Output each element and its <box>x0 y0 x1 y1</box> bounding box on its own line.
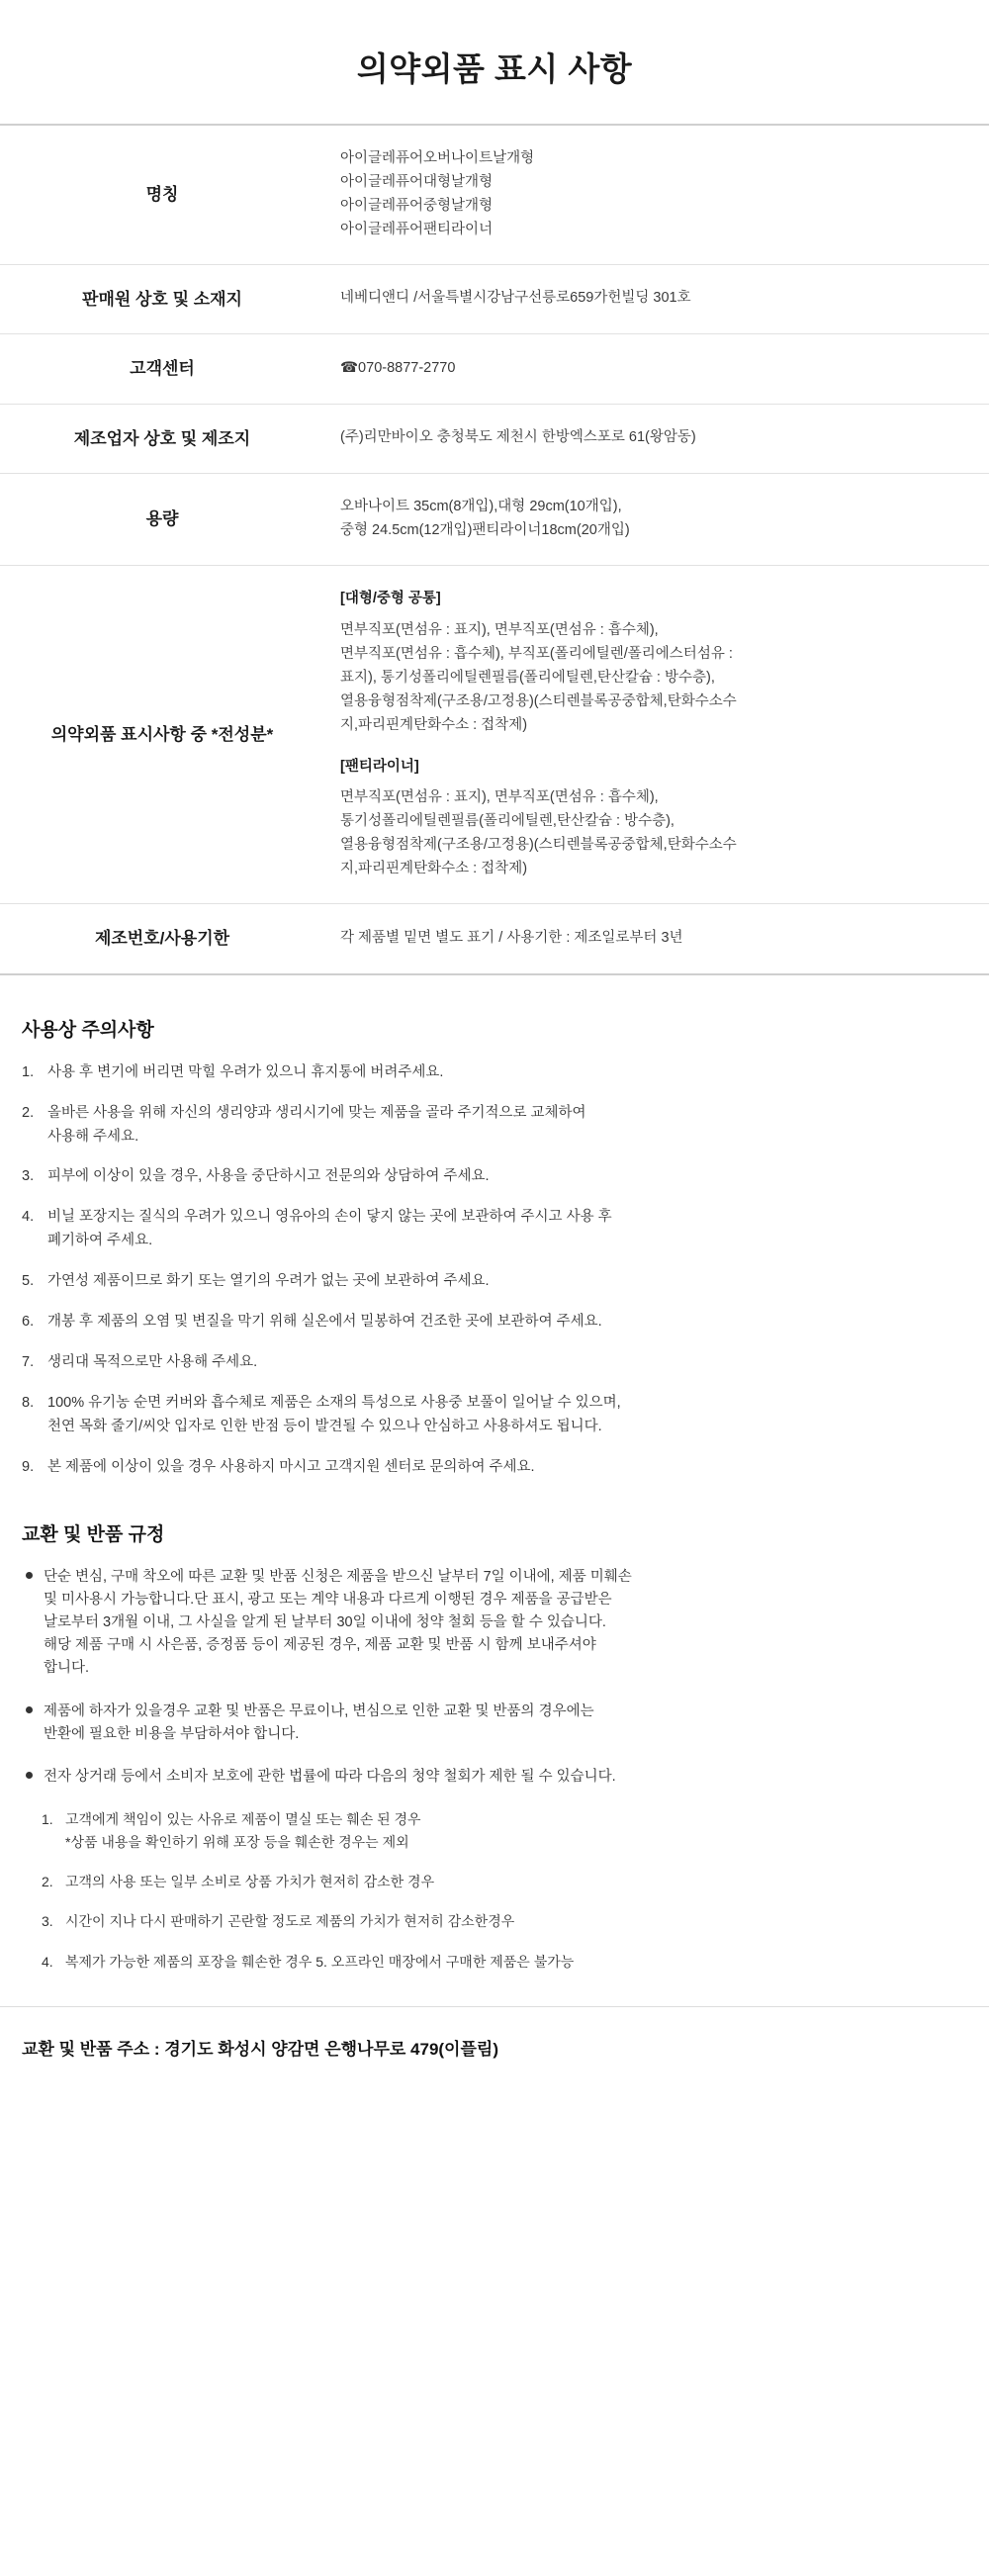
list-item-text <box>44 1566 967 1681</box>
refund-section-title: 교환 및 반품 규정 <box>22 1523 165 1545</box>
bullet-icon <box>26 1572 33 1579</box>
notice-section-title: 사용상 주의사항 <box>22 1019 154 1041</box>
refund-sub-list <box>22 1808 967 1973</box>
ingredient-block-heading: [대형/중형 공통] <box>340 591 441 607</box>
list-item-text <box>47 1102 967 1150</box>
list-item-text <box>65 1910 967 1932</box>
ingredient-line: 지,파리핀계탄화수소 : 접착제) <box>340 716 528 733</box>
list-item-text <box>47 1165 967 1189</box>
spec-value-name <box>324 125 989 264</box>
text-line: 개봉 후 제품의 오염 및 변질을 막기 위해 실온에서 밀봉하여 건조한 곳에 보관하여 주세요. <box>47 1314 602 1331</box>
list-item-text <box>47 1456 967 1480</box>
phone-icon-and-number: ☎070-8877-2770 <box>340 359 456 376</box>
table-row <box>0 904 989 974</box>
ingredient-block-body <box>340 786 971 881</box>
spec-value-customer-center <box>324 334 989 405</box>
list-item <box>22 1766 967 1789</box>
spec-label-customer-center: 고객센터 <box>130 359 195 379</box>
text-line: 해당 제품 구매 시 사은품, 증정품 등이 제공된 경우, 제품 교환 및 반품 시 함께 보내주셔야 <box>44 1637 596 1654</box>
ingredient-line: 지,파리핀계탄화수소 : 접착제) <box>340 861 528 877</box>
list-item-number: 6. <box>22 1314 35 1331</box>
page-title: 의약외품 표시 사항 <box>356 50 633 87</box>
ingredient-line: 열용융형점착제(구조용/고정용)(스티렌블록공중합체,탄화수소수 <box>340 837 737 854</box>
list-item <box>42 1910 967 1932</box>
spec-value-line: 중형 24.5cm(12개입)팬티라이너18cm(20개입) <box>340 522 630 539</box>
notice-section <box>0 1015 989 1480</box>
spec-value-line: 아이글레퓨어오버나이트날개형 <box>340 150 535 166</box>
specification-table <box>0 124 989 975</box>
ingredient-block-pantyliner <box>340 756 971 882</box>
list-item-text <box>47 1206 967 1253</box>
ingredient-line: 면부직포(면섬유 : 흡수체), 부직포(폴리에틸렌/폴리에스터섬유 : <box>340 645 733 662</box>
list-item <box>22 1061 967 1085</box>
list-item <box>22 1701 967 1746</box>
list-item <box>22 1351 967 1375</box>
spec-label-capacity: 용량 <box>145 509 179 529</box>
text-line: 제품에 하자가 있을경우 교환 및 반품은 무료이나, 변심으로 인한 교환 및 반품의 경우에는 <box>44 1702 594 1719</box>
ingredient-line: 면부직포(면섬유 : 표지), 면부직포(면섬유 : 흡수체), <box>340 621 659 638</box>
spec-value-line: 오바나이트 35cm(8개입),대형 29cm(10개입), <box>340 499 622 515</box>
list-item-text <box>65 1871 967 1892</box>
list-item <box>22 1102 967 1150</box>
text-line: 날로부터 3개월 이내, 그 사실을 알게 된 날부터 30일 이내에 청약 철회 등을 할 수 있습니다. <box>44 1614 606 1631</box>
text-line: 반환에 필요한 비용을 부담하셔야 합니다. <box>44 1725 300 1742</box>
text-line: 및 미사용시 가능합니다.단 표시, 광고 또는 계약 내용과 다르게 이행된 경우 제품을 공급받은 <box>44 1591 612 1608</box>
list-item-text <box>65 1808 967 1853</box>
text-line: 본 제품에 이상이 있을 경우 사용하지 마시고 고객지원 센터로 문의하여 주세요. <box>47 1458 535 1475</box>
list-item <box>22 1392 967 1439</box>
list-item-number: 3. <box>22 1168 35 1185</box>
list-item <box>22 1566 967 1681</box>
list-item-number: 4. <box>22 1209 35 1226</box>
list-item <box>22 1311 967 1334</box>
text-line: 전자 상거래 등에서 소비자 보호에 관한 법률에 따라 다음의 청약 철회가 제한 될 수 있습니다. <box>44 1769 616 1786</box>
list-item-text <box>47 1392 967 1439</box>
list-item <box>22 1206 967 1253</box>
list-item <box>22 1165 967 1189</box>
list-item-number: 1. <box>22 1063 35 1080</box>
text-line: 폐기하여 주세요. <box>47 1233 153 1249</box>
spec-value-seller <box>324 264 989 334</box>
table-row <box>0 474 989 566</box>
list-item-text <box>44 1766 967 1789</box>
table-row <box>0 125 989 264</box>
list-item-number: 8. <box>22 1394 35 1411</box>
refund-section <box>0 1519 989 1973</box>
spec-value-line: (주)리만바이오 충청북도 제천시 한방엑스포로 61(왕암동) <box>340 429 696 446</box>
list-item-text <box>47 1061 967 1085</box>
text-line: 천연 목화 줄기/씨앗 입자로 인한 반점 등이 발견될 수 있으나 안심하고 사용하셔도 됩니다. <box>47 1418 602 1434</box>
spec-value-line: 아이글레퓨어중형날개형 <box>340 197 494 214</box>
spec-value-line: 아이글레퓨어대형날개형 <box>340 173 494 190</box>
list-item-number: 7. <box>22 1354 35 1371</box>
spec-label-ingredients <box>0 566 324 904</box>
ingredient-line: 면부직포(면섬유 : 표지), 면부직포(면섬유 : 흡수체), <box>340 789 659 806</box>
spec-value-ingredients <box>324 566 989 904</box>
ingredients-label-line2: *전성분* <box>211 724 274 744</box>
list-item-number: 1. <box>42 1811 53 1828</box>
spec-label-name: 명칭 <box>145 185 179 205</box>
text-line: 비닐 포장지는 질식의 우려가 있으니 영유아의 손이 닿지 않는 곳에 보관하여 주시고 사용 후 <box>47 1209 612 1226</box>
list-item-text <box>47 1311 967 1334</box>
text-line: 사용해 주세요. <box>47 1128 139 1145</box>
ingredient-block-body <box>340 619 971 738</box>
list-item-text <box>44 1701 967 1746</box>
table-row <box>0 264 989 334</box>
bullet-icon <box>26 1772 33 1779</box>
text-line: 사용 후 변기에 버리면 막힐 우려가 있으니 휴지통에 버려주세요. <box>47 1063 444 1080</box>
list-item <box>42 1808 967 1853</box>
text-line: *상품 내용을 확인하기 위해 포장 등을 훼손한 경우는 제외 <box>65 1833 409 1850</box>
table-row <box>0 334 989 405</box>
ingredients-label-line1: 의약외품 표시사항 중 <box>50 724 207 744</box>
text-line: 생리대 목적으로만 사용해 주세요. <box>47 1354 258 1371</box>
list-item-number: 5. <box>22 1273 35 1290</box>
spec-label-lot-expiry: 제조번호/사용기한 <box>94 929 230 949</box>
list-item <box>22 1456 967 1480</box>
list-item-text <box>47 1351 967 1375</box>
ingredient-block-heading: [팬티라이너] <box>340 758 419 775</box>
list-item-text <box>65 1951 967 1973</box>
ingredient-block-common <box>340 588 971 738</box>
text-line: 올바른 사용을 위해 자신의 생리양과 생리시기에 맞는 제품을 골라 주기적으로 교체하여 <box>47 1104 586 1121</box>
spec-value-line: 네베디앤디 /서울특별시강남구선릉로659가헌빌딩 301호 <box>340 290 691 307</box>
list-item <box>22 1270 967 1294</box>
spec-value-lot-expiry <box>324 904 989 974</box>
list-item-number: 3. <box>42 1913 53 1930</box>
spec-value-line: 아이글레퓨어팬티라이너 <box>340 221 494 237</box>
spec-label-seller: 판매원 상호 및 소재지 <box>82 289 242 309</box>
text-line: 시간이 지나 다시 판매하기 곤란할 정도로 제품의 가치가 현저히 감소한경우 <box>65 1913 515 1930</box>
ingredient-line: 열용융형점착제(구조용/고정용)(스티렌블록공중합체,탄화수소수 <box>340 692 737 709</box>
list-item <box>42 1871 967 1892</box>
spec-value-manufacturer <box>324 404 989 474</box>
spec-value-line: 각 제품별 밑면 별도 표기 / 사용기한 : 제조일로부터 3년 <box>340 929 683 946</box>
list-item <box>42 1951 967 1973</box>
list-item-number: 2. <box>22 1104 35 1121</box>
list-item-number: 9. <box>22 1458 35 1475</box>
text-line: 고객의 사용 또는 일부 소비로 상품 가치가 현저히 감소한 경우 <box>65 1874 435 1890</box>
bullet-icon <box>26 1706 33 1713</box>
ingredient-line: 통기성폴리에틸렌필름(폴리에틸렌,탄산칼슘 : 방수층), <box>340 813 674 830</box>
text-line: 100% 유기농 순면 커버와 흡수체로 제품은 소재의 특성으로 사용중 보풀이 일어날 수 있으며, <box>47 1394 621 1411</box>
table-row-ingredients <box>0 566 989 904</box>
return-address: 교환 및 반품 주소 : 경기도 화성시 양감면 은행나무로 479(이플림) <box>0 2006 989 2070</box>
text-line: 합니다. <box>44 1660 90 1677</box>
text-line: 가연성 제품이므로 화기 또는 열기의 우려가 없는 곳에 보관하여 주세요. <box>47 1273 490 1290</box>
text-line: 고객에게 책임이 있는 사유로 제품이 멸실 또는 훼손 된 경우 <box>65 1811 421 1828</box>
text-line: 복제가 가능한 제품의 포장을 훼손한 경우 5. 오프라인 매장에서 구매한 제품은 불가능 <box>65 1953 575 1970</box>
spec-label-manufacturer: 제조업자 상호 및 제조지 <box>73 428 251 448</box>
list-item-text <box>47 1270 967 1294</box>
ingredient-line: 표지), 통기성폴리에틸렌필름(폴리에틸렌,탄산칼슘 : 방수층), <box>340 669 715 686</box>
text-line: 피부에 이상이 있을 경우, 사용을 중단하시고 전문의와 상담하여 주세요. <box>47 1168 490 1185</box>
spec-value-capacity <box>324 474 989 566</box>
text-line: 단순 변심, 구매 착오에 따른 교환 및 반품 신청은 제품을 받으신 날부터 7일 이내에, 제품 미훼손 <box>44 1568 632 1585</box>
refund-list <box>22 1566 967 1790</box>
list-item-number: 2. <box>42 1874 53 1890</box>
list-item-number: 4. <box>42 1953 53 1970</box>
table-row <box>0 404 989 474</box>
notice-list <box>22 1061 967 1480</box>
